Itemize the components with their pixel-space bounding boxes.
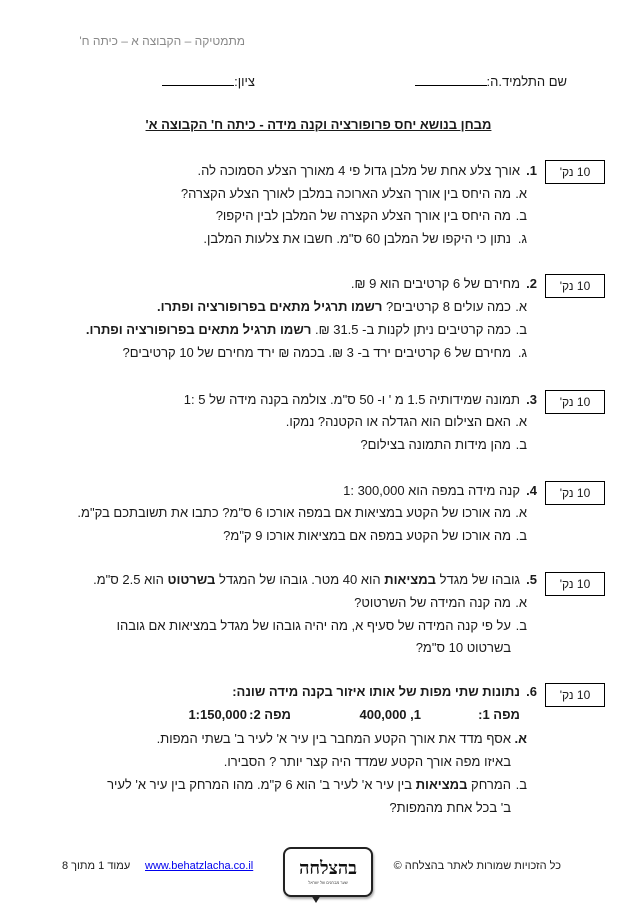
question-number: 6.: [526, 684, 537, 699]
sub-question: ב.מה אורכו של הקטע במפה אם במציאות אורכו 9 ק"מ?: [223, 528, 527, 543]
exam-title: מבחן בנושא יחס פרופורציה וקנה מידה - כיתה ח' הקבוצה א': [145, 117, 492, 132]
behatzlacha-logo: [283, 847, 373, 897]
question-number: 2.: [526, 276, 537, 291]
question-stem: תמונה שמידותיה 1.5 מ ' ו- 50 ס"מ. צולמה בקנה מידה של 5 :1: [183, 392, 520, 407]
points-box: 10 נק': [545, 274, 605, 298]
sub-question: א.אסף מדד את אורך הקטע המחבר בין עיר א' לעיר ב' בשתי המפות.: [156, 731, 527, 746]
sub-question: א.מה קנה המידה של השרטוט?: [354, 595, 527, 610]
student-name-field[interactable]: [415, 74, 567, 89]
question-number: 5.: [526, 572, 537, 587]
page-number: עמוד 1 מתוך 8: [62, 860, 131, 872]
sub-question: ב.על פי קנה המידה של סעיף א, מה יהיה גובהו של מגדל במציאות אם גובהו: [116, 618, 527, 633]
points-box: 10 נק': [545, 390, 605, 414]
points-box: 10 נק': [545, 572, 605, 596]
website-link[interactable]: www.behatzlacha.co.il: [145, 860, 254, 872]
question-number: 1.: [526, 163, 537, 178]
points-box: 10 נק': [545, 683, 605, 707]
student-name-label: שם התלמיד.ה:: [486, 74, 567, 89]
logo-text: בהצלחה: [299, 857, 357, 879]
logo-subtext: שער מבחנים של ישראל: [308, 879, 348, 885]
sub-question: ב.המרחק במציאות בין עיר א' לעיר ב' הוא 6 ק"מ. מהו המרחק בין עיר א' לעיר: [107, 777, 527, 792]
sub-question-continuation: ב' בכל אחת מהמפות?: [389, 800, 511, 815]
question-number: 3.: [526, 392, 537, 407]
sub-question: ב.מה היחס בין אורך הצלע הקצרה של המלבן לבין היקפו?: [215, 208, 527, 223]
student-name-blank[interactable]: [415, 74, 487, 86]
sub-question: א.האם הצילום הוא הגדלה או הקטנה? נמקו.: [285, 414, 527, 429]
question-stem: נתונות שתי מפות של אותו איזור בקנה מידה שונה:: [232, 684, 520, 699]
sub-question: ב.מהן מידות התמונה בצילום?: [360, 437, 527, 452]
map2-scale: מפה 2:: [249, 707, 291, 722]
grade-label: ציון:: [234, 74, 255, 89]
sub-question: א.מה אורכו של הקטע במציאות אם במפה אורכו 6 ס"מ? כתבו את תשובתכם בק"מ.: [77, 505, 527, 520]
map1-scale: מפה 1:: [478, 707, 520, 722]
question-stem: מחירם של 6 קרטיבים הוא 9 ₪.: [350, 276, 520, 291]
sub-question: ג.נתון כי היקפו של המלבן 60 ס"מ. חשבו את צלעות המלבן.: [203, 231, 527, 246]
sub-question: א.מה היחס בין אורך הצלע הארוכה במלבן לאורך הצלע הקצרה?: [180, 186, 527, 201]
question-number: 4.: [526, 483, 537, 498]
sub-question-continuation: בשרטוט 10 ס"מ?: [415, 640, 511, 655]
grade-field[interactable]: [162, 74, 255, 89]
points-box: 10 נק': [545, 481, 605, 505]
sub-question-continuation: באיזו מפה אורך הקטע שמדד היה קצר יותר ? הסבירו.: [223, 754, 511, 769]
document-header: מתמטיקה – הקבוצה א – כיתה ח': [79, 34, 245, 48]
question-stem: גובהו של מגדל במציאות הוא 40 מטר. גובהו של המגדל בשרטוט הוא 2.5 ס"מ.: [93, 572, 520, 587]
points-box: 10 נק': [545, 160, 605, 184]
sub-question: ב.כמה קרטיבים ניתן לקנות ב- 31.5 ₪. רשמו תרגיל מתאים בפרופורציה ופתרו.: [85, 322, 527, 337]
sub-question: א.כמה עולים 8 קרטיבים? רשמו תרגיל מתאים בפרופורציה ופתרו.: [156, 299, 527, 314]
sub-question: ג.מחירם של 6 קרטיבים ירד ב- 3 ₪. בכמה ₪ ירד מחירם של 10 קרטיבים?: [122, 345, 527, 360]
question-stem: קנה מידה במפה הוא 300,000 :1: [343, 483, 520, 498]
question-stem: אורך צלע אחת של מלבן גדול פי 4 מאורך הצלע הסמוכה לה.: [197, 163, 520, 178]
map2-value: 1:150,000: [188, 707, 247, 722]
copyright-text: כל הזכויות שמורות לאתר בהצלחה ©: [393, 860, 561, 872]
speech-bubble-tail-icon: [311, 895, 321, 903]
grade-blank[interactable]: [162, 74, 234, 86]
map1-value: 1, 400,000: [359, 707, 421, 722]
